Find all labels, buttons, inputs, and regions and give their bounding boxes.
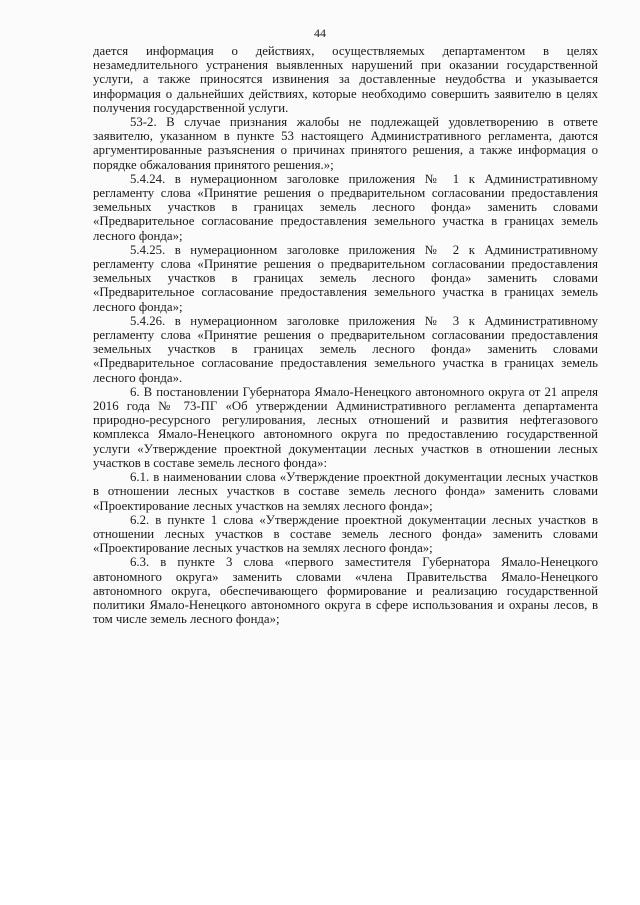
paragraph-6-1: 6.1. в наименовании слова «Утверждение проектной документации лесных участков в отношении лесных участков в составе земель лесного фонда» заменить словами «Проектирование лесных участков на землях лесного фонда»; bbox=[93, 470, 598, 513]
paragraph-6: 6. В постановлении Губернатора Ямало-Ненецкого автономного округа от 21 апреля 2016 года № 73-ПГ «Об утверждении Административного регламента департамента природно-ресурсного регулирования, лесных отношений и развития нефтегазового комплекса Ямало-Ненецкого автономного округа по предоставлению государственной услуги «Утверждение проектной документации лесных участков в отношении лесных участков в составе земель лесного фонда»: bbox=[93, 384, 598, 470]
blank-margin bbox=[0, 760, 640, 905]
document-body bbox=[93, 44, 598, 626]
paragraph-continuation: дается информация о действиях, осуществляемых департаментом в целях незамедлительного устранения выявленных нарушений при оказании государственной услуги, а также приносятся извинения за доставленные неудобства и указывается информация о дальнейших действиях, которые необходимо совершить заявителю в целях получения государственной услуги. bbox=[93, 44, 598, 115]
paragraph-6-2: 6.2. в пункте 1 слова «Утверждение проектной документации лесных участков в отношении лесных участков в составе земель лесного фонда» заменить словами «Проектирование лесных участков на землях лесного фонда»; bbox=[93, 512, 598, 556]
paragraph-5-4-26: 5.4.26. в нумерационном заголовке приложения № 3 к Административному регламенту слова «Принятие решения о предварительном согласовании предоставления земельных участков в границах земель лесного фонда» заменить словами «Предварительное согласование предоставления земельного участка в границах земель лесного фонда». bbox=[93, 313, 598, 385]
paragraph-53-2: 53-2. В случае признания жалобы не подлежащей удовлетворению в ответе заявителю, указанном в пункте 53 настоящего Административного регламента, даются аргументированные разъяснения о причинах принятого решения, а также информация о порядке обжалования принятого решения.»; bbox=[93, 115, 598, 172]
page-number: 44 bbox=[314, 26, 326, 40]
paragraph-5-4-25: 5.4.25. в нумерационном заголовке приложения № 2 к Административному регламенту слова «Принятие решения о предварительном согласовании предоставления земельных участков в границах земель лесного фонда» заменить словами «Предварительное согласование предоставления земельного участка в границах земель лесного фонда»; bbox=[93, 242, 598, 314]
paragraph-5-4-24: 5.4.24. в нумерационном заголовке приложения № 1 к Административному регламенту слова «Принятие решения о предварительном согласовании предоставления земельных участков в границах земель лесного фонда» заменить словами «Предварительное согласование предоставления земельного участка в границах земель лесного фонда»; bbox=[93, 171, 598, 243]
paragraph-6-3: 6.3. в пункте 3 слова «первого заместителя Губернатора Ямало-Ненецкого автономного округа» заменить словами «члена Правительства Ямало-Ненецкого автономного округа, обеспечивающего формирование и реализацию государственной политики Ямало-Ненецкого автономного округа в сфере использования и охраны лесов, в том числе земель лесного фонда»; bbox=[93, 555, 598, 627]
